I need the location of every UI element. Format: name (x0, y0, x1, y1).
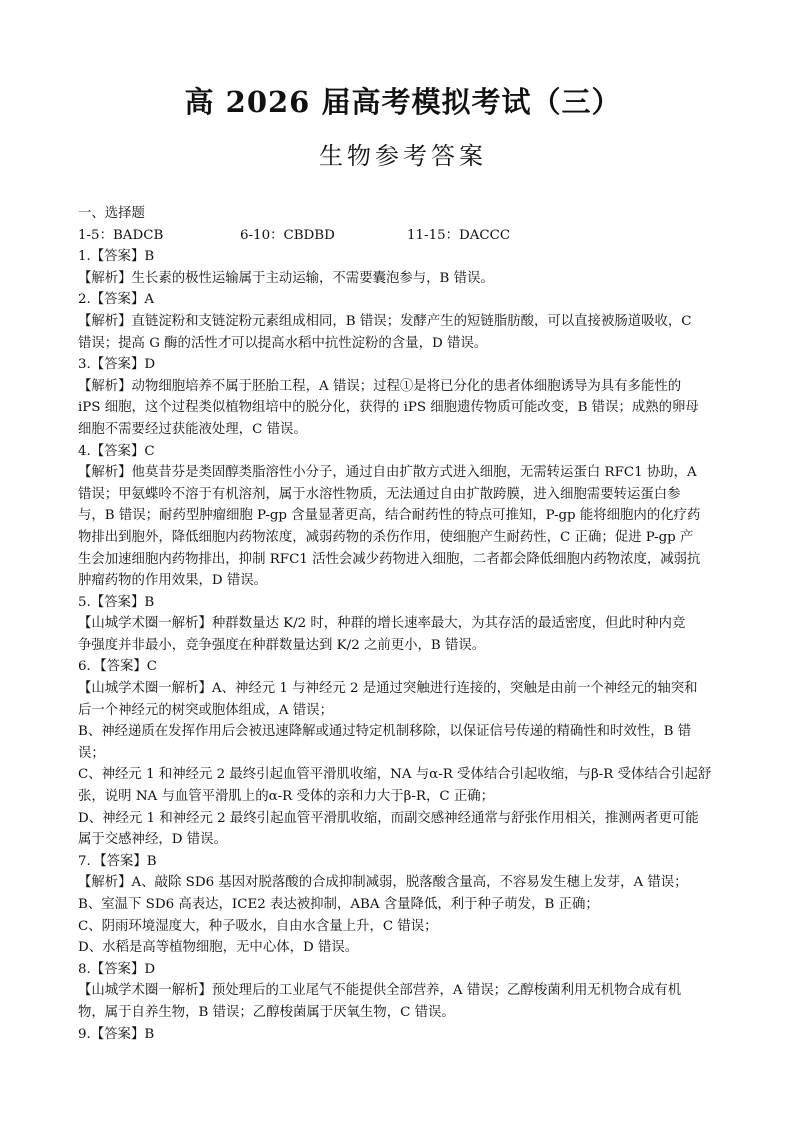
page-title: 高 2026 届高考模拟考试（三） (184, 85, 622, 119)
answer-label: 6．【答案】C (78, 659, 158, 675)
explanation-line: 与，B 错误；耐药型肿瘤细胞 P-gp 含量显著更高，结合耐药性的特点可推知，P-gp 能将细胞内的化疗药 (78, 508, 701, 524)
explanation-line: 张，说明 NA 与血管平滑肌上的α-R 受体的亲和力大于β-R，C 正确； (78, 789, 495, 805)
answer-label: 5.【答案】B (78, 594, 155, 610)
explanation-line: 肿瘤药物的作用效果，D 错误。 (78, 573, 268, 589)
explanation-line: B、神经递质在发挥作用后会被迅速降解或通过特定机制移除，以保证信号传递的精确性和时效性，B 错 (78, 724, 692, 740)
document-body (78, 203, 728, 1045)
explanation-line: 【解析】A、敲除 SD6 基因对脱落酸的合成抑制减弱，脱落酸含量高，不容易发生穗上发芽，A 错误； (78, 875, 688, 891)
explanation-line: 误； (78, 745, 105, 761)
explanation-line: 物，属于自养生物，B 错误；乙醇梭菌属于厌氧生物，C 错误。 (78, 1004, 455, 1020)
page-subtitle: 生物参考答案 (319, 142, 487, 170)
section-heading: 一、选择题 (78, 206, 145, 221)
answer-range-11-15: 11-15：DACCC (407, 227, 511, 243)
explanation-line: 争强度并非最小，竞争强度在种群数量达到 K/2 之前更小，B 错误。 (78, 637, 486, 653)
explanation-line: 【山城学术圈一解析】A、神经元 1 与神经元 2 是通过突触进行连接的，突触是由前一个神经元的轴突和 (78, 681, 698, 697)
explanation-line: 【解析】动物细胞培养不属于胚胎工程，A 错误；过程①是将已分化的患者体细胞诱导为具有多能性的 (78, 378, 682, 394)
answer-label: 7．【答案】B (78, 853, 157, 869)
answer-label: 9.【答案】B (78, 1026, 155, 1042)
explanation-line: C、阴雨环境湿度大，种子吸水，自由水含量上升，C 错误； (78, 918, 438, 934)
explanation-line: B、室温下 SD6 高表达，ICE2 表达被抑制，ABA 含量降低，利于种子萌发，B 正确； (78, 897, 599, 912)
explanation-line: C、神经元 1 和神经元 2 最终引起血管平滑肌收缩，NA 与α-R 受体结合引起收缩，与β-R 受体结合引起舒 (78, 767, 712, 783)
answer-label: 2.【答案】A (78, 292, 155, 308)
answer-key-row (78, 225, 728, 247)
answer-range-1-5: 1-5：BADCB (78, 227, 164, 243)
answer-label: 3.【答案】D (78, 357, 156, 373)
explanation-line: 后一个神经元的树突或胞体组成，A 错误； (78, 702, 333, 718)
answer-range-6-10: 6-10：CBDBD (240, 227, 335, 243)
explanation-line: 物排出到胞外，降低细胞内药物浓度，减弱药物的杀伤作用，使细胞产生耐药性，C 正确；促进 P-gp 产 (78, 529, 694, 545)
explanation-line: 错误；提高 G 酶的活性才可以提高水稻中抗性淀粉的含量，D 错误。 (78, 335, 488, 351)
explanation-line: 【解析】直链淀粉和支链淀粉元素组成相同，B 错误；发酵产生的短链脂肪酸，可以直接被肠道吸收，C (78, 313, 692, 329)
explanation-line: 细胞不需要经过获能液处理，C 错误。 (78, 421, 307, 437)
explanation-line: 【山城学术圈一解析】种群数量达 K/2 时，种群的增长速率最大，为其存活的最适密度，但此时种内竞 (78, 616, 686, 632)
explanation-line: D、神经元 1 和神经元 2 最终引起血管平滑肌收缩，而副交感神经通常与舒张作用相关，推测两者更可能 (78, 810, 699, 826)
explanation-line: 属于交感神经，D 错误。 (78, 832, 227, 848)
explanation-line: D、水稻是高等植物细胞，无中心体，D 错误。 (78, 940, 359, 956)
explanation-line: 【解析】生长素的极性运输属于主动运输，不需要囊泡参与，B 错误。 (78, 270, 494, 286)
explanation-line: 【山城学术圈一解析】预处理后的工业尾气不能提供全部营养，A 错误；乙醇梭菌利用无机物合成有机 (78, 983, 682, 999)
answer-label: 4.【答案】C (78, 443, 155, 459)
explanation-line: 生会加速细胞内药物排出，抑制 RFC1 活性会减少药物进入细胞，二者都会降低细胞内药物浓度，减弱抗 (78, 551, 701, 567)
explanation-line: 【解析】他莫昔芬是类固醇类脂溶性小分子，通过自由扩散方式进入细胞，无需转运蛋白 RFC1 协助，A (78, 465, 697, 481)
explanation-line: iPS 细胞，这个过程类似植物组培中的脱分化，获得的 iPS 细胞遗传物质可能改变，B 错误；成熟的卵母 (78, 400, 699, 416)
explanation-line: 错误；甲氨蝶呤不溶于有机溶剂，属于水溶性物质，无法通过自由扩散跨膜，进入细胞需要转运蛋白参 (78, 486, 681, 502)
answer-label: 1.【答案】B (78, 249, 155, 265)
answer-label: 8.【答案】D (78, 961, 156, 977)
